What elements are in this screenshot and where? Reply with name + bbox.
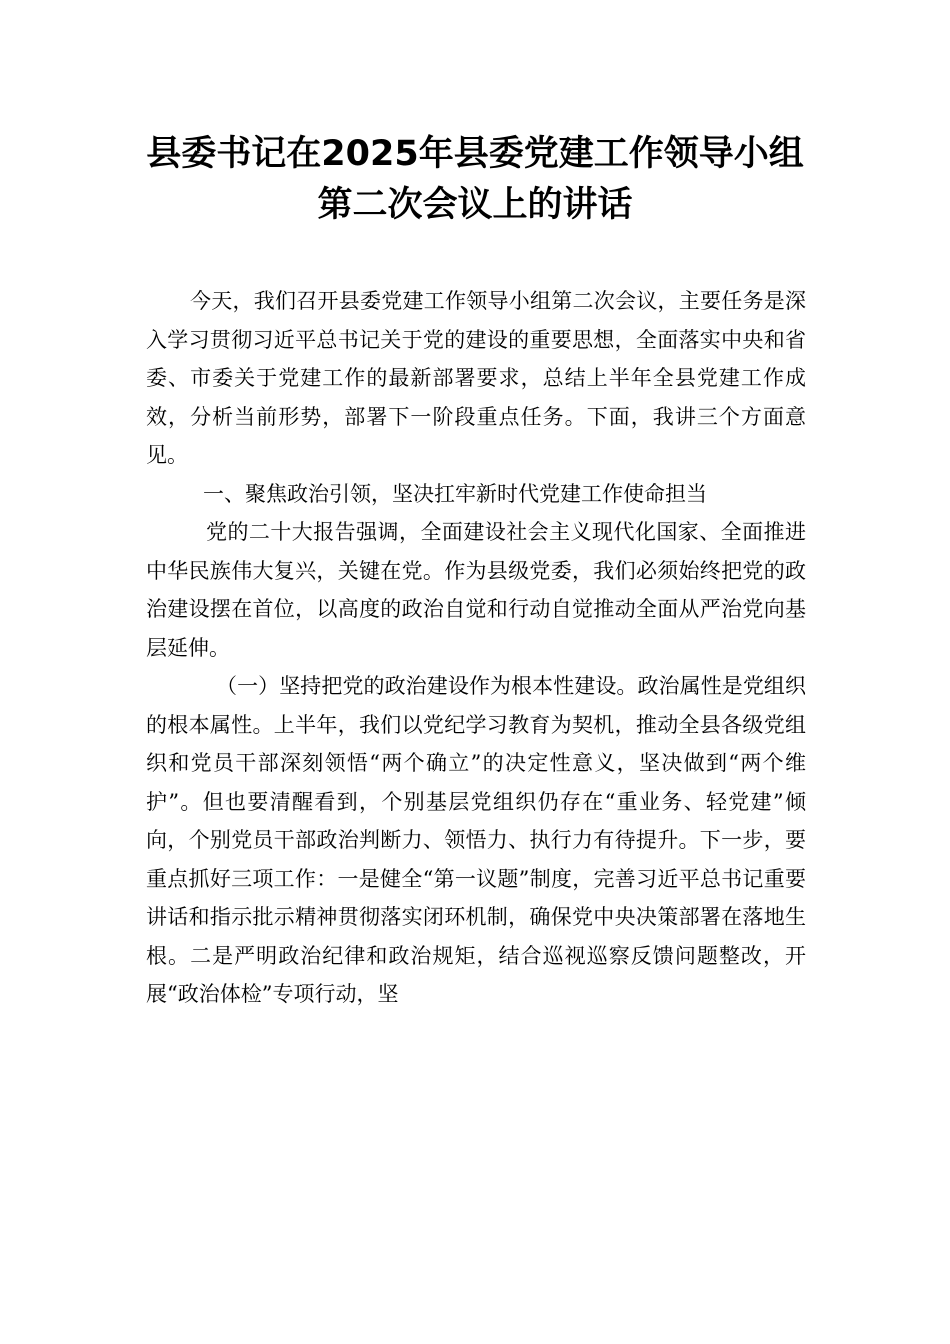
document-body	[146, 282, 806, 1014]
section-1-paragraph: 党的二十大报告强调，全面建设社会主义现代化国家、全面推进中华民族伟大复兴，关键在党。作为县级党委，我们必须始终把党的政治建设摆在首位，以高度的政治自觉和行动自觉推动全面从严治党向基层延伸。	[146, 520, 806, 660]
section-heading-1: 一、聚焦政治引领，坚决扛牢新时代党建工作使命担当	[203, 481, 707, 506]
subsection-1-paragraph: （一）坚持把党的政治建设作为根本性建设。政治属性是党组织的根本属性。上半年，我们以党纪学习教育为契机，推动全县各级党组织和党员干部深刻领悟“两个确立”的决定性意义，坚决做到“两个维护”。但也要清醒看到，个别基层党组织仍存在“重业务、轻党建”倾向，个别党员干部政治判断力、领悟力、执行力有待提升。下一步，要重点抓好三项工作：一是健全“第一议题”制度，完善习近平总书记重要讲话和指示批示精神贯彻落实闭环机制，确保党中央决策部署在落地生根。二是严明政治纪律和政治规矩，结合巡视巡察反馈问题整改，开展“政治体检”专项行动，坚	[146, 674, 806, 1006]
document-title-line-1: 县委书记在2025年县委党建工作领导小组	[146, 134, 804, 174]
intro-paragraph: 今天，我们召开县委党建工作领导小组第二次会议，主要任务是深入学习贯彻习近平总书记关于党的建设的重要思想，全面落实中央和省委、市委关于党建工作的最新部署要求，总结上半年全县党建工作成效，分析当前形势，部署下一阶段重点任务。下面，我讲三个方面意见。	[146, 289, 806, 467]
document-title-line-2: 第二次会议上的讲话	[317, 185, 633, 225]
